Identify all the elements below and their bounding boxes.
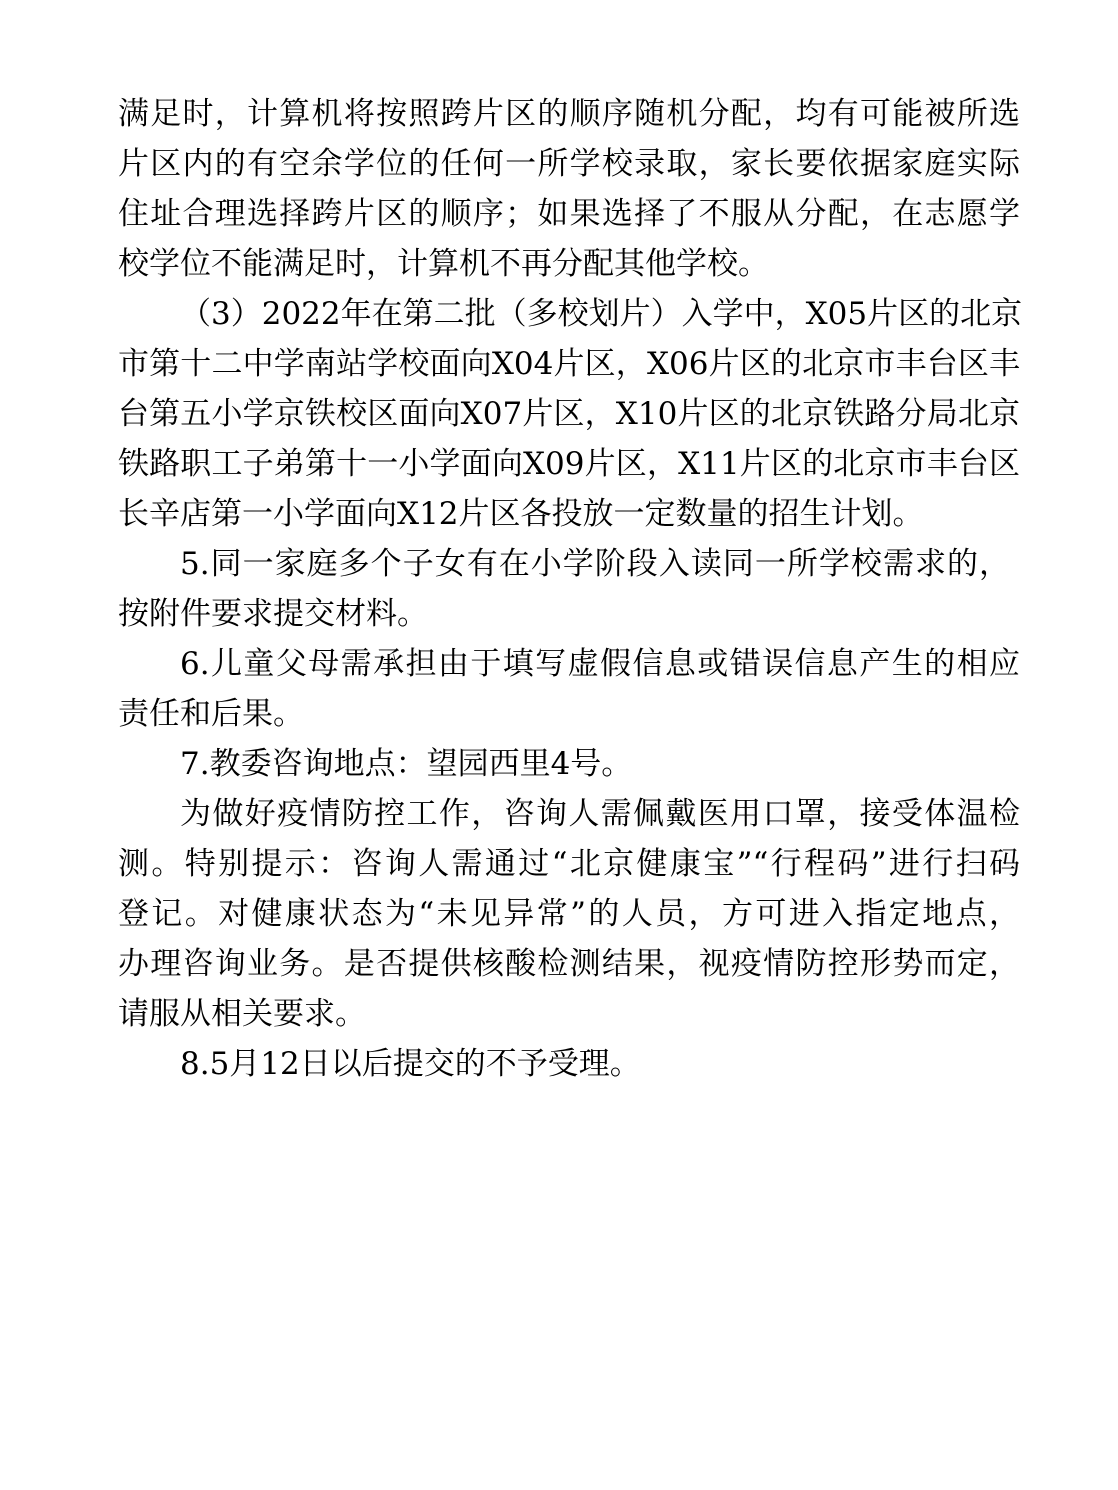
text-line: 片区内的有空余学位的任何一所学校录取，家长要依据家庭实际 <box>118 146 1020 182</box>
text-line: 按附件要求提交材料。 <box>118 596 428 632</box>
paragraph-first-line: 7.教委咨询地点：望园西里4号。 <box>180 746 633 782</box>
text-line: 长辛店第一小学面向X12片区各投放一定数量的招生计划。 <box>118 496 924 532</box>
paragraph-first-line: 6.儿童父母需承担由于填写虚假信息或错误信息产生的相应 <box>180 646 1020 682</box>
text-line: 铁路职工子弟第十一小学面向X09片区，X11片区的北京市丰台区 <box>118 446 1020 482</box>
text-line: 责任和后果。 <box>118 696 304 732</box>
text-line: 市第十二中学南站学校面向X04片区，X06片区的北京市丰台区丰 <box>118 346 1020 382</box>
text-line: 住址合理选择跨片区的顺序；如果选择了不服从分配，在志愿学 <box>118 196 1020 232</box>
text-line: 登记。对健康状态为“未见异常”的人员，方可进入指定地点， <box>118 896 1020 932</box>
paragraph-first-line: 8.5月12日以后提交的不予受理。 <box>180 1046 641 1082</box>
text-line: 台第五小学京铁校区面向X07片区，X10片区的北京铁路分局北京 <box>118 396 1020 432</box>
text-line: 测。特别提示：咨询人需通过“北京健康宝”“行程码”进行扫码 <box>118 846 1020 882</box>
text-line: 请服从相关要求。 <box>118 996 366 1032</box>
paragraph-first-line: （3）2022年在第二批（多校划片）入学中，X05片区的北京 <box>180 296 1023 332</box>
text-line: 满足时，计算机将按照跨片区的顺序随机分配，均有可能被所选 <box>118 96 1020 132</box>
text-line: 办理咨询业务。是否提供核酸检测结果，视疫情防控形势而定， <box>118 946 1020 982</box>
paragraph-first-line: 5.同一家庭多个子女有在小学阶段入读同一所学校需求的， <box>180 546 1010 582</box>
text-line: 校学位不能满足时，计算机不再分配其他学校。 <box>118 246 769 282</box>
paragraph-first-line: 为做好疫情防控工作，咨询人需佩戴医用口罩，接受体温检 <box>180 796 1020 832</box>
